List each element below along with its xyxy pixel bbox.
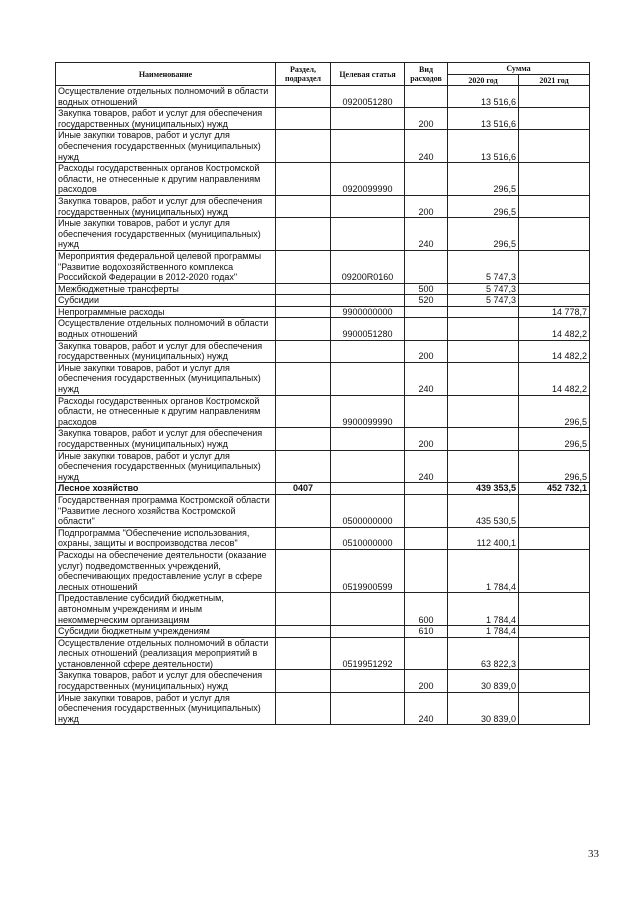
header-year-2021: 2021 год — [519, 75, 590, 86]
cell-type: 200 — [405, 340, 448, 362]
cell-type — [405, 483, 448, 495]
table-row — [56, 670, 590, 692]
cell-name: Государственная программа Костромской области "Развитие лесного хозяйства Костромской области" — [56, 494, 276, 527]
cell-section — [276, 593, 331, 626]
cell-sum-2020: 1 784,4 — [448, 626, 519, 638]
cell-name: Предоставление субсидий бюджетным, автономным учреждениям и иным некоммерческим организациям — [56, 593, 276, 626]
cell-type: 500 — [405, 283, 448, 295]
cell-name: Осуществление отдельных полномочий в области водных отношений — [56, 86, 276, 108]
cell-target — [331, 593, 405, 626]
cell-name: Закупка товаров, работ и услуг для обеспечения государственных (муниципальных) нужд — [56, 195, 276, 217]
cell-section — [276, 626, 331, 638]
cell-target — [331, 362, 405, 395]
cell-section — [276, 86, 331, 108]
cell-sum-2020 — [448, 362, 519, 395]
cell-section — [276, 362, 331, 395]
cell-type — [405, 86, 448, 108]
cell-target: 0519900599 — [331, 549, 405, 592]
cell-target: 0920099990 — [331, 163, 405, 196]
cell-sum-2020: 13 516,6 — [448, 86, 519, 108]
cell-sum-2020: 13 516,6 — [448, 108, 519, 130]
header-sum: Сумма — [448, 63, 590, 75]
cell-type: 240 — [405, 130, 448, 163]
cell-section — [276, 428, 331, 450]
cell-sum-2021 — [519, 250, 590, 283]
cell-type: 240 — [405, 450, 448, 483]
cell-section: 0407 — [276, 483, 331, 495]
cell-target — [331, 670, 405, 692]
cell-sum-2021 — [519, 163, 590, 196]
cell-section — [276, 395, 331, 428]
cell-section — [276, 692, 331, 725]
cell-type — [405, 494, 448, 527]
cell-sum-2020: 13 516,6 — [448, 130, 519, 163]
header-section: Раздел, подраздел — [276, 63, 331, 86]
cell-sum-2021: 14 482,2 — [519, 362, 590, 395]
cell-section — [276, 318, 331, 340]
cell-section — [276, 340, 331, 362]
header-name: Наименование — [56, 63, 276, 86]
cell-type: 200 — [405, 428, 448, 450]
cell-name: Расходы государственных органов Костромской области, не отнесенные к другим направлениям расходов — [56, 395, 276, 428]
cell-sum-2021: 296,5 — [519, 395, 590, 428]
cell-name: Иные закупки товаров, работ и услуг для обеспечения государственных (муниципальных) нужд — [56, 362, 276, 395]
page-number: 33 — [588, 848, 599, 860]
cell-name: Субсидии бюджетным учреждениям — [56, 626, 276, 638]
cell-name: Закупка товаров, работ и услуг для обеспечения государственных (муниципальных) нужд — [56, 108, 276, 130]
cell-section — [276, 295, 331, 307]
cell-sum-2021 — [519, 283, 590, 295]
cell-sum-2020 — [448, 428, 519, 450]
table-row — [56, 108, 590, 130]
cell-type — [405, 163, 448, 196]
cell-target: 09200R0160 — [331, 250, 405, 283]
cell-type: 200 — [405, 670, 448, 692]
cell-sum-2021: 14 778,7 — [519, 306, 590, 318]
cell-section — [276, 218, 331, 251]
header-year-2020: 2020 год — [448, 75, 519, 86]
cell-type — [405, 250, 448, 283]
cell-sum-2020: 435 530,5 — [448, 494, 519, 527]
cell-name: Расходы государственных органов Костромской области, не отнесенные к другим направлениям расходов — [56, 163, 276, 196]
table-row — [56, 637, 590, 670]
cell-name: Закупка товаров, работ и услуг для обеспечения государственных (муниципальных) нужд — [56, 670, 276, 692]
cell-name: Подпрограмма "Обеспечение использования, охраны, защиты и воспроизводства лесов" — [56, 527, 276, 549]
table-row — [56, 527, 590, 549]
table-row — [56, 283, 590, 295]
cell-type: 200 — [405, 108, 448, 130]
cell-section — [276, 549, 331, 592]
cell-sum-2021 — [519, 295, 590, 307]
cell-section — [276, 195, 331, 217]
cell-sum-2021 — [519, 692, 590, 725]
cell-target: 9900000000 — [331, 306, 405, 318]
cell-type: 200 — [405, 195, 448, 217]
cell-section — [276, 130, 331, 163]
table-row — [56, 130, 590, 163]
cell-sum-2021 — [519, 626, 590, 638]
cell-type: 240 — [405, 362, 448, 395]
table-row — [56, 395, 590, 428]
cell-type — [405, 549, 448, 592]
table-row — [56, 306, 590, 318]
cell-sum-2021 — [519, 549, 590, 592]
table-row — [56, 483, 590, 495]
cell-name: Осуществление отдельных полномочий в области водных отношений — [56, 318, 276, 340]
cell-sum-2021 — [519, 130, 590, 163]
budget-table — [55, 62, 590, 725]
cell-name: Расходы на обеспечение деятельности (оказание услуг) подведомственных учреждений, обеспечивающих предоставление услуг в сфере лесных отношений — [56, 549, 276, 592]
table-row — [56, 362, 590, 395]
header-target: Целевая статья — [331, 63, 405, 86]
cell-type — [405, 395, 448, 428]
cell-sum-2021 — [519, 218, 590, 251]
cell-name: Межбюджетные трансферты — [56, 283, 276, 295]
cell-name: Непрограммные расходы — [56, 306, 276, 318]
cell-section — [276, 108, 331, 130]
cell-sum-2020: 112 400,1 — [448, 527, 519, 549]
cell-sum-2020: 63 822,3 — [448, 637, 519, 670]
cell-sum-2020: 5 747,3 — [448, 295, 519, 307]
cell-name: Мероприятия федеральной целевой программы "Развитие водохозяйственного комплекса Российской Федерации в 2012-2020 годах" — [56, 250, 276, 283]
table-row — [56, 218, 590, 251]
table-row — [56, 250, 590, 283]
cell-sum-2021: 296,5 — [519, 428, 590, 450]
table-row — [56, 494, 590, 527]
table-row — [56, 593, 590, 626]
cell-section — [276, 637, 331, 670]
cell-sum-2021: 14 482,2 — [519, 340, 590, 362]
cell-section — [276, 527, 331, 549]
cell-section — [276, 670, 331, 692]
table-row — [56, 692, 590, 725]
cell-sum-2021: 452 732,1 — [519, 483, 590, 495]
table-row — [56, 295, 590, 307]
cell-sum-2021 — [519, 670, 590, 692]
table-body — [56, 86, 590, 725]
cell-section — [276, 283, 331, 295]
cell-sum-2020: 1 784,4 — [448, 549, 519, 592]
cell-sum-2021 — [519, 108, 590, 130]
cell-sum-2020: 5 747,3 — [448, 250, 519, 283]
cell-sum-2021 — [519, 195, 590, 217]
cell-target — [331, 626, 405, 638]
table-row — [56, 626, 590, 638]
cell-target — [331, 283, 405, 295]
cell-sum-2020 — [448, 395, 519, 428]
cell-name: Субсидии — [56, 295, 276, 307]
cell-sum-2020: 296,5 — [448, 163, 519, 196]
cell-name: Иные закупки товаров, работ и услуг для обеспечения государственных (муниципальных) нужд — [56, 450, 276, 483]
cell-sum-2020: 30 839,0 — [448, 692, 519, 725]
cell-type: 610 — [405, 626, 448, 638]
cell-target: 9900051280 — [331, 318, 405, 340]
cell-sum-2021 — [519, 637, 590, 670]
table-row — [56, 163, 590, 196]
cell-target: 0920051280 — [331, 86, 405, 108]
cell-sum-2020: 5 747,3 — [448, 283, 519, 295]
cell-sum-2021 — [519, 527, 590, 549]
cell-name: Иные закупки товаров, работ и услуг для обеспечения государственных (муниципальных) нужд — [56, 130, 276, 163]
cell-target — [331, 130, 405, 163]
cell-sum-2020: 296,5 — [448, 218, 519, 251]
table-row — [56, 86, 590, 108]
cell-sum-2021 — [519, 86, 590, 108]
cell-type — [405, 527, 448, 549]
table-row — [56, 195, 590, 217]
cell-type: 520 — [405, 295, 448, 307]
table-row — [56, 318, 590, 340]
cell-sum-2020 — [448, 318, 519, 340]
cell-type: 240 — [405, 218, 448, 251]
cell-section — [276, 494, 331, 527]
cell-target — [331, 108, 405, 130]
cell-sum-2021: 296,5 — [519, 450, 590, 483]
cell-target — [331, 450, 405, 483]
cell-type — [405, 318, 448, 340]
cell-sum-2020 — [448, 306, 519, 318]
cell-name: Иные закупки товаров, работ и услуг для обеспечения государственных (муниципальных) нужд — [56, 218, 276, 251]
cell-sum-2020: 296,5 — [448, 195, 519, 217]
cell-target: 0510000000 — [331, 527, 405, 549]
cell-name: Закупка товаров, работ и услуг для обеспечения государственных (муниципальных) нужд — [56, 428, 276, 450]
cell-section — [276, 450, 331, 483]
header-row — [56, 63, 590, 75]
cell-sum-2020: 1 784,4 — [448, 593, 519, 626]
cell-target — [331, 428, 405, 450]
cell-type: 240 — [405, 692, 448, 725]
cell-target — [331, 295, 405, 307]
cell-sum-2020: 439 353,5 — [448, 483, 519, 495]
cell-name: Иные закупки товаров, работ и услуг для обеспечения государственных (муниципальных) нужд — [56, 692, 276, 725]
cell-target — [331, 195, 405, 217]
cell-target: 0500000000 — [331, 494, 405, 527]
cell-target — [331, 692, 405, 725]
cell-target — [331, 218, 405, 251]
cell-sum-2021: 14 482,2 — [519, 318, 590, 340]
cell-sum-2021 — [519, 494, 590, 527]
cell-sum-2020 — [448, 340, 519, 362]
cell-type: 600 — [405, 593, 448, 626]
cell-section — [276, 306, 331, 318]
table-row — [56, 428, 590, 450]
cell-target: 0519951292 — [331, 637, 405, 670]
table-row — [56, 450, 590, 483]
cell-sum-2020 — [448, 450, 519, 483]
cell-target: 9900099990 — [331, 395, 405, 428]
cell-target — [331, 483, 405, 495]
cell-target — [331, 340, 405, 362]
cell-name: Осуществление отдельных полномочий в области лесных отношений (реализация мероприятий в установленной сфере деятельности) — [56, 637, 276, 670]
cell-type — [405, 637, 448, 670]
cell-section — [276, 163, 331, 196]
header-type: Вид расходов — [405, 63, 448, 86]
cell-name: Закупка товаров, работ и услуг для обеспечения государственных (муниципальных) нужд — [56, 340, 276, 362]
cell-sum-2021 — [519, 593, 590, 626]
cell-name: Лесное хозяйство — [56, 483, 276, 495]
table-row — [56, 549, 590, 592]
cell-section — [276, 250, 331, 283]
cell-type — [405, 306, 448, 318]
cell-sum-2020: 30 839,0 — [448, 670, 519, 692]
table-row — [56, 340, 590, 362]
